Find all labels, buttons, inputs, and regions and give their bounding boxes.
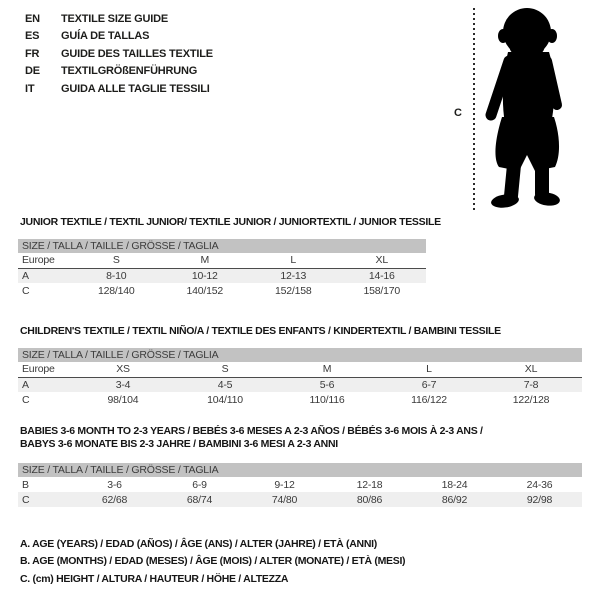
language-row-en [25, 10, 213, 28]
table-cell: 18-24 [441, 478, 468, 491]
table-cell: 104/110 [207, 393, 243, 406]
language-title: TEXTILE SIZE GUIDE [61, 12, 169, 25]
table-row [18, 283, 426, 298]
note-height-cm: C. (cm) HEIGHT / ALTURA / HAUTEUR / HÖHE / ALTEZZA [20, 572, 289, 585]
children-size-table [18, 348, 582, 407]
row-label: C [18, 492, 72, 507]
size-header-bar: SIZE / TALLA / TAILLE / GRÖSSE / TAGLIA [18, 463, 582, 477]
table-cell: 98/104 [107, 393, 139, 406]
table-row [18, 239, 426, 253]
table-row [18, 268, 426, 283]
babies-section-heading [20, 425, 560, 451]
table-cell: 7-8 [480, 377, 582, 392]
note-age-years: A. AGE (YEARS) / EDAD (AÑOS) / ÂGE (ANS) / ALTER (JAHRE) / ETÀ (ANNI) [20, 537, 377, 550]
language-row-fr [25, 45, 213, 63]
table-cell: 110/116 [309, 393, 345, 406]
table-cell: 140/152 [186, 284, 224, 297]
table-cell: 68/74 [157, 492, 242, 507]
size-header-bar: SIZE / TALLA / TAILLE / GRÖSSE / TAGLIA [18, 348, 582, 362]
row-label: B [22, 478, 29, 491]
table-row [18, 492, 582, 507]
language-code: DE [25, 65, 40, 78]
table-row [18, 362, 582, 377]
table-row [18, 253, 426, 268]
language-row-de [25, 63, 213, 81]
language-title: TEXTILGRÖßENFÜHRUNG [61, 65, 198, 78]
column-header: XL [480, 362, 582, 377]
row-label: C [22, 284, 30, 297]
column-header: XS [72, 362, 174, 377]
table-cell: 116/122 [411, 393, 447, 406]
table-row [18, 463, 582, 477]
table-cell: 86/92 [412, 492, 497, 507]
language-title: GUÍA DE TALLAS [61, 30, 150, 43]
region-label: Europe [18, 253, 72, 268]
babies-size-table [18, 463, 582, 507]
language-code: EN [25, 12, 40, 25]
language-title: GUIDA ALLE TAGLIE TESSILI [61, 82, 210, 95]
table-cell: 6-9 [192, 478, 207, 491]
language-title: GUIDE DES TAILLES TEXTILE [61, 47, 213, 60]
column-header: M [276, 362, 378, 377]
table-cell: 10-12 [161, 268, 250, 283]
language-code: IT [25, 82, 35, 95]
table-cell: 24-36 [526, 478, 553, 491]
size-header-bar: SIZE / TALLA / TAILLE / GRÖSSE / TAGLIA [18, 239, 426, 253]
region-label: Europe [18, 362, 72, 377]
column-header: S [174, 362, 276, 377]
babies-heading-line2: BABYS 3-6 MONATE BIS 2-3 JAHRE / BAMBINI 3-6 MESI A 2-3 ANNI [20, 438, 338, 450]
table-cell: 62/68 [72, 492, 157, 507]
language-list [25, 10, 213, 98]
legend-notes [20, 535, 405, 588]
table-row [18, 377, 582, 392]
baby-silhouette-image [481, 5, 576, 210]
junior-size-table [18, 239, 426, 298]
table-cell: 14-16 [338, 268, 427, 283]
table-cell: 3-4 [72, 377, 174, 392]
column-header: L [249, 253, 338, 268]
language-row-it [25, 80, 213, 98]
column-header: L [378, 362, 480, 377]
table-cell: 4-5 [174, 377, 276, 392]
table-cell: 80/86 [327, 492, 412, 507]
row-label: C [22, 393, 30, 406]
table-cell: 92/98 [497, 492, 582, 507]
language-row-es [25, 28, 213, 46]
table-cell: 128/140 [97, 284, 135, 297]
language-code: FR [25, 47, 40, 60]
table-cell: 9-12 [274, 478, 295, 491]
table-cell: 5-6 [276, 377, 378, 392]
table-row [18, 477, 582, 492]
table-cell: 74/80 [242, 492, 327, 507]
table-cell: 158/170 [363, 284, 401, 297]
column-header: M [161, 253, 250, 268]
junior-section-heading: JUNIOR TEXTILE / TEXTIL JUNIOR/ TEXTILE JUNIOR / JUNIORTEXTIL / JUNIOR TESSILE [20, 216, 441, 228]
babies-heading-line1: BABIES 3-6 MONTH TO 2-3 YEARS / BEBÉS 3-6 MESES A 2-3 AÑOS / BÉBÉS 3-6 MOIS À 2-3 ANS / [20, 425, 483, 437]
children-section-heading: CHILDREN'S TEXTILE / TEXTIL NIÑO/A / TEXTILE DES ENFANTS / KINDERTEXTIL / BAMBINI TESSILE [20, 325, 501, 337]
note-age-months: B. AGE (MONTHS) / EDAD (MESES) / ÂGE (MOIS) / ALTER (MONATE) / ETÀ (MESI) [20, 555, 406, 568]
language-code: ES [25, 30, 40, 43]
column-header: XL [338, 253, 427, 268]
table-cell: 122/128 [512, 393, 550, 406]
table-row [18, 392, 582, 407]
height-measure-dotted-line [473, 8, 475, 210]
table-row [18, 348, 582, 362]
row-label: A [18, 377, 72, 392]
table-cell: 8-10 [72, 268, 161, 283]
table-cell: 6-7 [378, 377, 480, 392]
row-label: A [18, 268, 72, 283]
table-cell: 3-6 [107, 478, 122, 491]
table-cell: 152/158 [274, 284, 312, 297]
column-header: S [72, 253, 161, 268]
table-cell: 12-18 [356, 478, 383, 491]
table-cell: 12-13 [249, 268, 338, 283]
height-measure-label: C [454, 107, 462, 119]
